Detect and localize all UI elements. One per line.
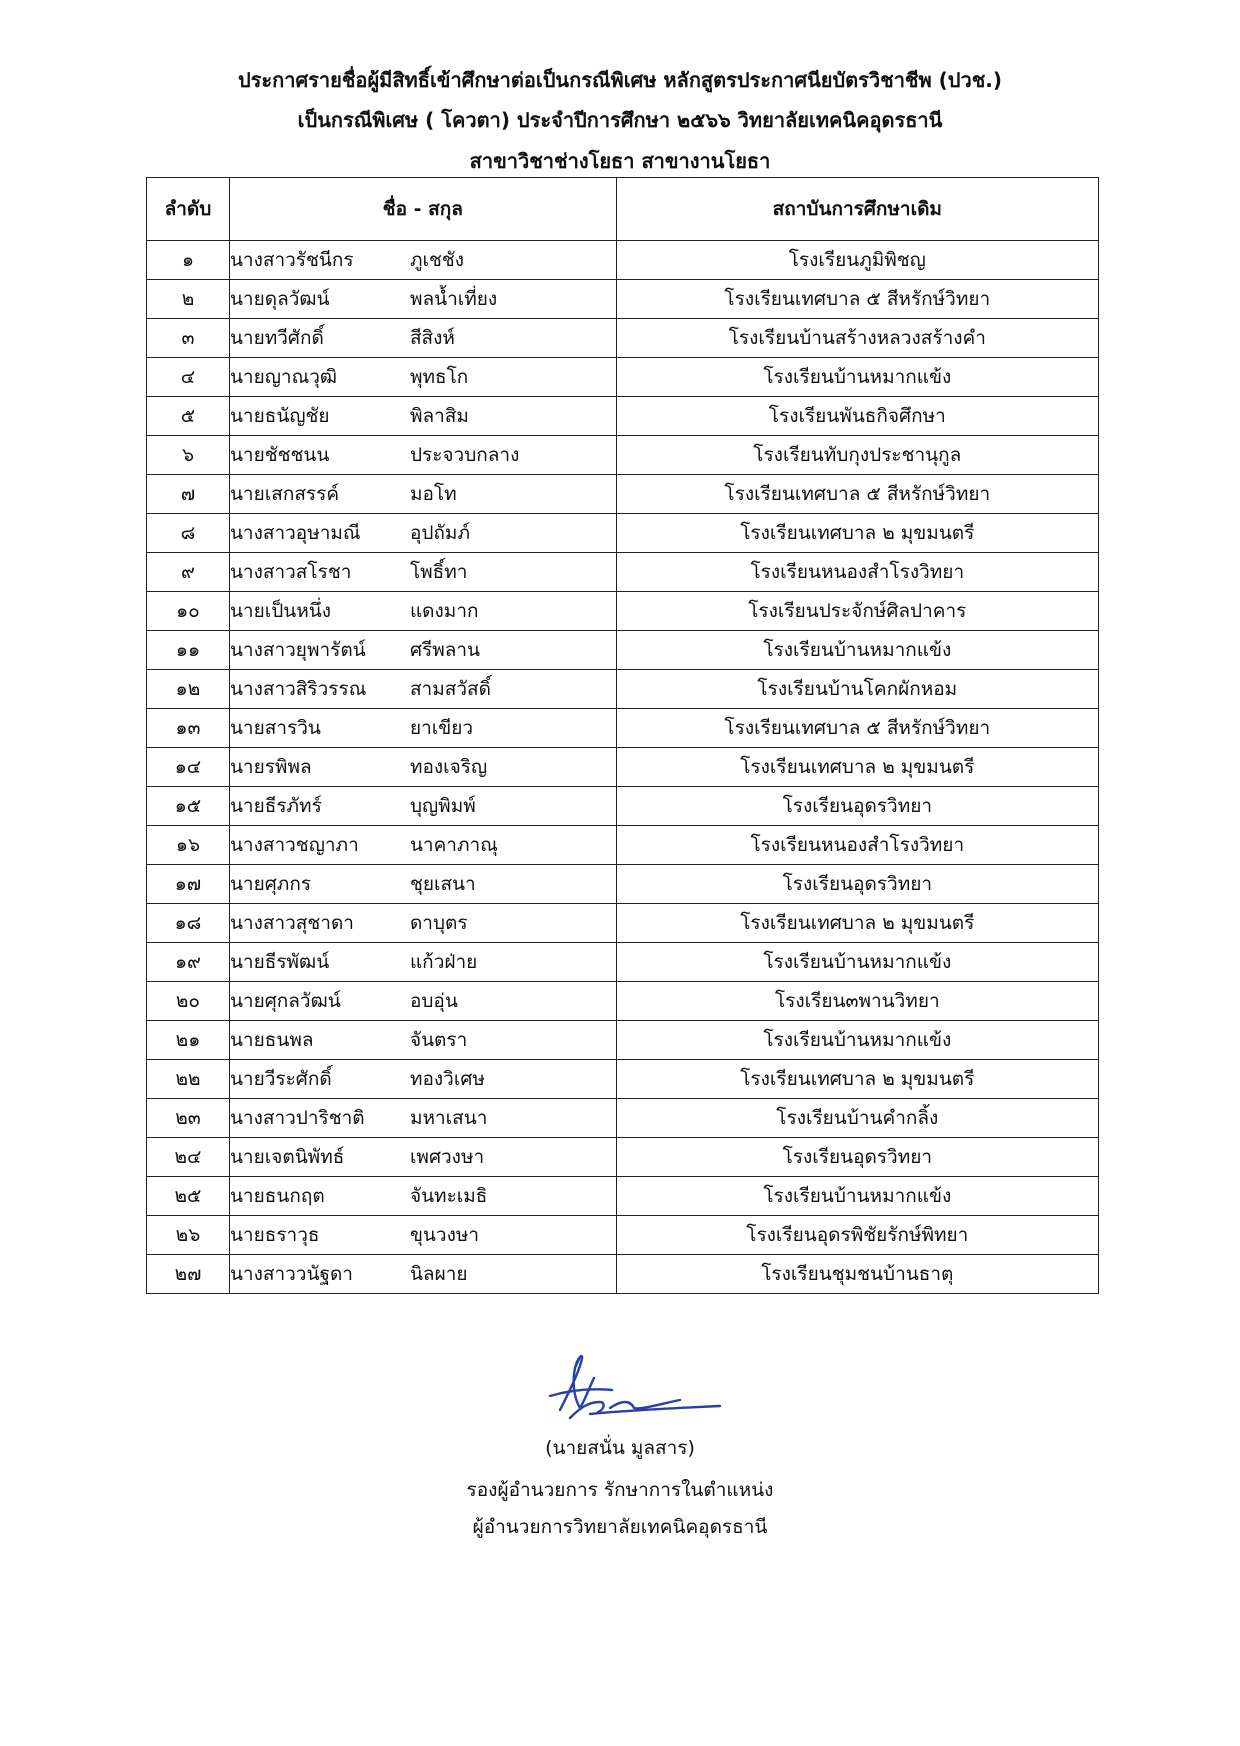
first-name: นางสาวอุษามณี xyxy=(229,522,361,544)
row-school: โรงเรียน๓พานวิทยา xyxy=(616,982,1098,1021)
last-name: ประจวบกลาง xyxy=(409,444,520,466)
first-name: นางสาวปาริชาติ xyxy=(229,1107,365,1129)
row-full-name xyxy=(229,436,616,475)
row-full-name xyxy=(229,592,616,631)
row-school: โรงเรียนทับกุงประชานุกูล xyxy=(616,436,1098,475)
title-line-1: ประกาศรายชื่อผู้มีสิทธิ์เข้าศึกษาต่อเป็นกรณีพิเศษ หลักสูตรประกาศนียบัตรวิชาชีพ (ปวช.) xyxy=(237,68,1003,92)
last-name: มอโท xyxy=(409,483,457,505)
row-school: โรงเรียนบ้านสร้างหลวงสร้างคำ xyxy=(616,319,1098,358)
row-order-number: ๖ xyxy=(147,436,230,475)
last-name: บุญพิมพ์ xyxy=(409,795,476,817)
table-row xyxy=(147,436,1099,475)
first-name: นายรพิพล xyxy=(229,756,312,778)
row-order-number: ๑๒ xyxy=(147,670,230,709)
last-name: นิลผาย xyxy=(409,1263,468,1285)
signature-image xyxy=(530,1350,730,1430)
table-row xyxy=(147,475,1099,514)
first-name: นางสาวสุชาดา xyxy=(229,912,354,934)
first-name: นางสาววนัฐดา xyxy=(229,1263,353,1285)
row-order-number: ๑ xyxy=(147,241,230,280)
first-name: นางสาวรัชนีกร xyxy=(229,249,354,271)
last-name: ขุนวงษา xyxy=(409,1224,480,1246)
row-full-name xyxy=(229,358,616,397)
row-school: โรงเรียนประจักษ์ศิลปาคาร xyxy=(616,592,1098,631)
last-name: ชุยเสนา xyxy=(409,873,476,895)
row-order-number: ๙ xyxy=(147,553,230,592)
last-name: อุปถัมภ์ xyxy=(409,522,470,544)
row-order-number: ๒๗ xyxy=(147,1255,230,1294)
first-name: นายเป็นหนึ่ง xyxy=(229,600,332,622)
row-full-name xyxy=(229,319,616,358)
last-name: พิลาสิม xyxy=(409,405,469,427)
last-name: สามสวัสดิ์ xyxy=(409,678,491,700)
table-row xyxy=(147,358,1099,397)
row-full-name xyxy=(229,553,616,592)
first-name: นางสาวสโรชา xyxy=(229,561,352,583)
row-school: โรงเรียนหนองสำโรงวิทยา xyxy=(616,826,1098,865)
row-full-name xyxy=(229,670,616,709)
table-header-row xyxy=(147,178,1099,241)
row-order-number: ๒๒ xyxy=(147,1060,230,1099)
row-full-name xyxy=(229,631,616,670)
row-order-number: ๘ xyxy=(147,514,230,553)
last-name: จันทะเมธิ xyxy=(409,1185,488,1207)
row-order-number: ๒๐ xyxy=(147,982,230,1021)
first-name: นายเจตนิพัทธ์ xyxy=(229,1146,345,1168)
row-order-number: ๒๓ xyxy=(147,1099,230,1138)
row-full-name xyxy=(229,709,616,748)
table-row xyxy=(147,514,1099,553)
table-row xyxy=(147,670,1099,709)
last-name: พลน้ำเที่ยง xyxy=(409,288,498,310)
row-order-number: ๑๔ xyxy=(147,748,230,787)
row-school: โรงเรียนบ้านหมากแข้ง xyxy=(616,631,1098,670)
title-line-3: สาขาวิชาช่างโยธา สาขางานโยธา xyxy=(469,149,771,173)
row-school: โรงเรียนอุดรวิทยา xyxy=(616,787,1098,826)
table-row xyxy=(147,592,1099,631)
last-name: ดาบุตร xyxy=(409,912,468,934)
first-name: นายดุลวัฒน์ xyxy=(229,288,330,310)
row-order-number: ๒ xyxy=(147,280,230,319)
last-name: มหาเสนา xyxy=(409,1107,488,1129)
last-name: แก้วฝ่าย xyxy=(409,951,478,973)
row-school: โรงเรียนพันธกิจศึกษา xyxy=(616,397,1098,436)
row-order-number: ๑๘ xyxy=(147,904,230,943)
row-full-name xyxy=(229,1021,616,1060)
row-school: โรงเรียนชุมชนบ้านธาตุ xyxy=(616,1255,1098,1294)
last-name: สีสิงห์ xyxy=(409,327,455,349)
column-header-name: ชื่อ - สกุล xyxy=(229,178,616,241)
row-order-number: ๒๖ xyxy=(147,1216,230,1255)
row-full-name xyxy=(229,1216,616,1255)
signer-position-1: รองผู้อำนวยการ รักษาการในตำแหน่ง xyxy=(466,1479,774,1501)
row-school: โรงเรียนบ้านโคกผักหอม xyxy=(616,670,1098,709)
row-school: โรงเรียนบ้านหมากแข้ง xyxy=(616,943,1098,982)
row-order-number: ๒๑ xyxy=(147,1021,230,1060)
row-school: โรงเรียนอุดรวิทยา xyxy=(616,865,1098,904)
row-school: โรงเรียนเทศบาล ๒ มุขมนตรี xyxy=(616,904,1098,943)
last-name: พุทธโก xyxy=(409,366,469,388)
first-name: นายศุภกร xyxy=(229,873,312,895)
row-full-name xyxy=(229,397,616,436)
table-row xyxy=(147,241,1099,280)
first-name: นายสารวิน xyxy=(229,717,321,739)
row-full-name xyxy=(229,748,616,787)
row-school: โรงเรียนภูมิพิชญ xyxy=(616,241,1098,280)
table-row xyxy=(147,1216,1099,1255)
last-name: ทองเจริญ xyxy=(409,756,488,778)
row-school: โรงเรียนหนองสำโรงวิทยา xyxy=(616,553,1098,592)
row-order-number: ๓ xyxy=(147,319,230,358)
last-name: นาคาภาณุ xyxy=(409,834,498,856)
table-row xyxy=(147,826,1099,865)
row-order-number: ๑๙ xyxy=(147,943,230,982)
table-row xyxy=(147,1177,1099,1216)
last-name: ยาเขียว xyxy=(409,717,474,739)
row-order-number: ๒๕ xyxy=(147,1177,230,1216)
table-row xyxy=(147,709,1099,748)
row-school: โรงเรียนบ้านหมากแข้ง xyxy=(616,358,1098,397)
student-list-table xyxy=(146,177,1099,1294)
row-full-name xyxy=(229,1255,616,1294)
row-school: โรงเรียนเทศบาล ๕ สีหรักษ์วิทยา xyxy=(616,709,1098,748)
table-row xyxy=(147,1138,1099,1177)
table-row xyxy=(147,553,1099,592)
row-full-name xyxy=(229,1099,616,1138)
table-row xyxy=(147,904,1099,943)
row-school: โรงเรียนเทศบาล ๕ สีหรักษ์วิทยา xyxy=(616,280,1098,319)
first-name: นายธนัญชัย xyxy=(229,405,330,427)
row-full-name xyxy=(229,943,616,982)
table-row xyxy=(147,280,1099,319)
row-school: โรงเรียนเทศบาล ๒ มุขมนตรี xyxy=(616,514,1098,553)
row-full-name xyxy=(229,1138,616,1177)
table-row xyxy=(147,865,1099,904)
table-row xyxy=(147,1021,1099,1060)
row-full-name xyxy=(229,475,616,514)
row-school: โรงเรียนเทศบาล ๒ มุขมนตรี xyxy=(616,1060,1098,1099)
column-header-school: สถาบันการศึกษาเดิม xyxy=(616,178,1098,241)
row-school: โรงเรียนอุดรพิชัยรักษ์พิทยา xyxy=(616,1216,1098,1255)
table-row xyxy=(147,1060,1099,1099)
table-row xyxy=(147,397,1099,436)
last-name: เพศวงษา xyxy=(409,1146,485,1168)
table-row xyxy=(147,319,1099,358)
last-name: อบอุ่น xyxy=(409,990,458,1012)
table-row xyxy=(147,943,1099,982)
row-order-number: ๑๓ xyxy=(147,709,230,748)
row-full-name xyxy=(229,982,616,1021)
first-name: นายญาณวุฒิ xyxy=(229,366,338,388)
first-name: นายชัชชนน xyxy=(229,444,330,466)
row-order-number: ๔ xyxy=(147,358,230,397)
row-order-number: ๑๐ xyxy=(147,592,230,631)
first-name: นายธีรพัฒน์ xyxy=(229,951,330,973)
first-name: นายวีระศักดิ์ xyxy=(229,1068,332,1090)
signer-position-2: ผู้อำนวยการวิทยาลัยเทคนิคอุดรธานี xyxy=(472,1516,768,1538)
row-full-name xyxy=(229,1060,616,1099)
first-name: นายทวีศักดิ์ xyxy=(229,327,324,349)
row-school: โรงเรียนเทศบาล ๒ มุขมนตรี xyxy=(616,748,1098,787)
row-order-number: ๑๖ xyxy=(147,826,230,865)
title-line-2: เป็นกรณีพิเศษ ( โควตา) ประจำปีการศึกษา ๒๕๖๖ วิทยาลัยเทคนิคอุดรธานี xyxy=(297,108,943,132)
row-order-number: ๗ xyxy=(147,475,230,514)
signer-name: (นายสนั่น มูลสาร) xyxy=(545,1437,695,1459)
column-header-order: ลำดับ xyxy=(147,178,230,241)
row-school: โรงเรียนเทศบาล ๕ สีหรักษ์วิทยา xyxy=(616,475,1098,514)
row-full-name xyxy=(229,787,616,826)
row-full-name xyxy=(229,280,616,319)
first-name: นายธนกฤต xyxy=(229,1185,325,1207)
first-name: นางสาวชญาภา xyxy=(229,834,359,856)
first-name: นายศุกลวัฒน์ xyxy=(229,990,341,1012)
first-name: นายธนพล xyxy=(229,1029,314,1051)
row-order-number: ๑๑ xyxy=(147,631,230,670)
row-full-name xyxy=(229,904,616,943)
row-full-name xyxy=(229,514,616,553)
row-full-name xyxy=(229,865,616,904)
table-row xyxy=(147,748,1099,787)
first-name: นางสาวยุพารัตน์ xyxy=(229,639,366,661)
row-school: โรงเรียนบ้านหมากแข้ง xyxy=(616,1177,1098,1216)
first-name: นายธราวุธ xyxy=(229,1224,320,1246)
last-name: ภูเชชัง xyxy=(409,249,465,271)
first-name: นายธีรภัทร์ xyxy=(229,795,322,817)
last-name: ศรีพลาน xyxy=(409,639,481,661)
row-school: โรงเรียนบ้านหมากแข้ง xyxy=(616,1021,1098,1060)
last-name: ทองวิเศษ xyxy=(409,1068,485,1090)
row-order-number: ๑๕ xyxy=(147,787,230,826)
last-name: จันตรา xyxy=(409,1029,468,1051)
last-name: โพธิ์ทา xyxy=(409,561,468,583)
row-order-number: ๕ xyxy=(147,397,230,436)
table-row xyxy=(147,631,1099,670)
table-row xyxy=(147,1255,1099,1294)
last-name: แดงมาก xyxy=(409,600,479,622)
row-order-number: ๒๔ xyxy=(147,1138,230,1177)
table-row xyxy=(147,787,1099,826)
row-full-name xyxy=(229,826,616,865)
row-order-number: ๑๗ xyxy=(147,865,230,904)
row-full-name xyxy=(229,241,616,280)
table-row xyxy=(147,1099,1099,1138)
row-school: โรงเรียนบ้านคำกลิ้ง xyxy=(616,1099,1098,1138)
table-row xyxy=(147,982,1099,1021)
first-name: นายเสกสรรค์ xyxy=(229,483,340,505)
first-name: นางสาวสิริวรรณ xyxy=(229,678,367,700)
row-full-name xyxy=(229,1177,616,1216)
row-school: โรงเรียนอุดรวิทยา xyxy=(616,1138,1098,1177)
